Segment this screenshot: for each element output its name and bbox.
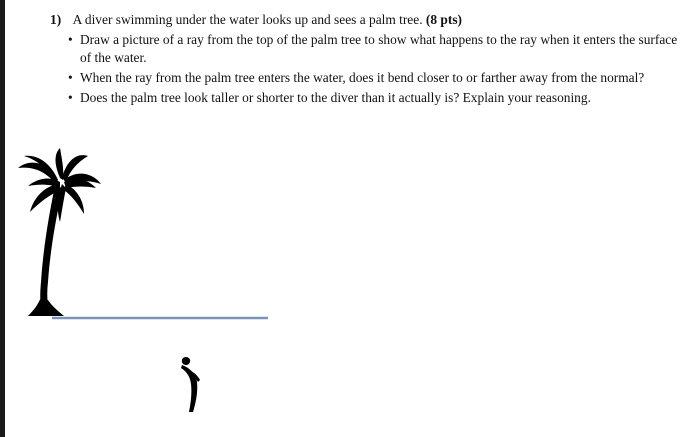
question-number: 1) (50, 12, 62, 27)
bullet-dot: • (68, 70, 73, 86)
palm-tree-icon (18, 148, 101, 316)
question-prompt: A diver swimming under the water looks up and sees a palm tree. (72, 12, 423, 27)
bullet-text: When the ray from the palm tree enters the water, does it bend closer to or farther away from the normal? (80, 70, 645, 86)
question-points: (8 pts) (425, 12, 462, 27)
bullet-text: Does the palm tree look taller or shorter to the diver than it actually is? Explain your reasoning. (80, 89, 591, 105)
bullet-dot: • (68, 89, 73, 105)
diver-icon (181, 357, 200, 412)
bullet-dot: • (68, 32, 73, 47)
bullet-text: Draw a picture of a ray from the top of the palm tree to show what happens to the ray when it enters the surface of the water. (80, 32, 678, 66)
